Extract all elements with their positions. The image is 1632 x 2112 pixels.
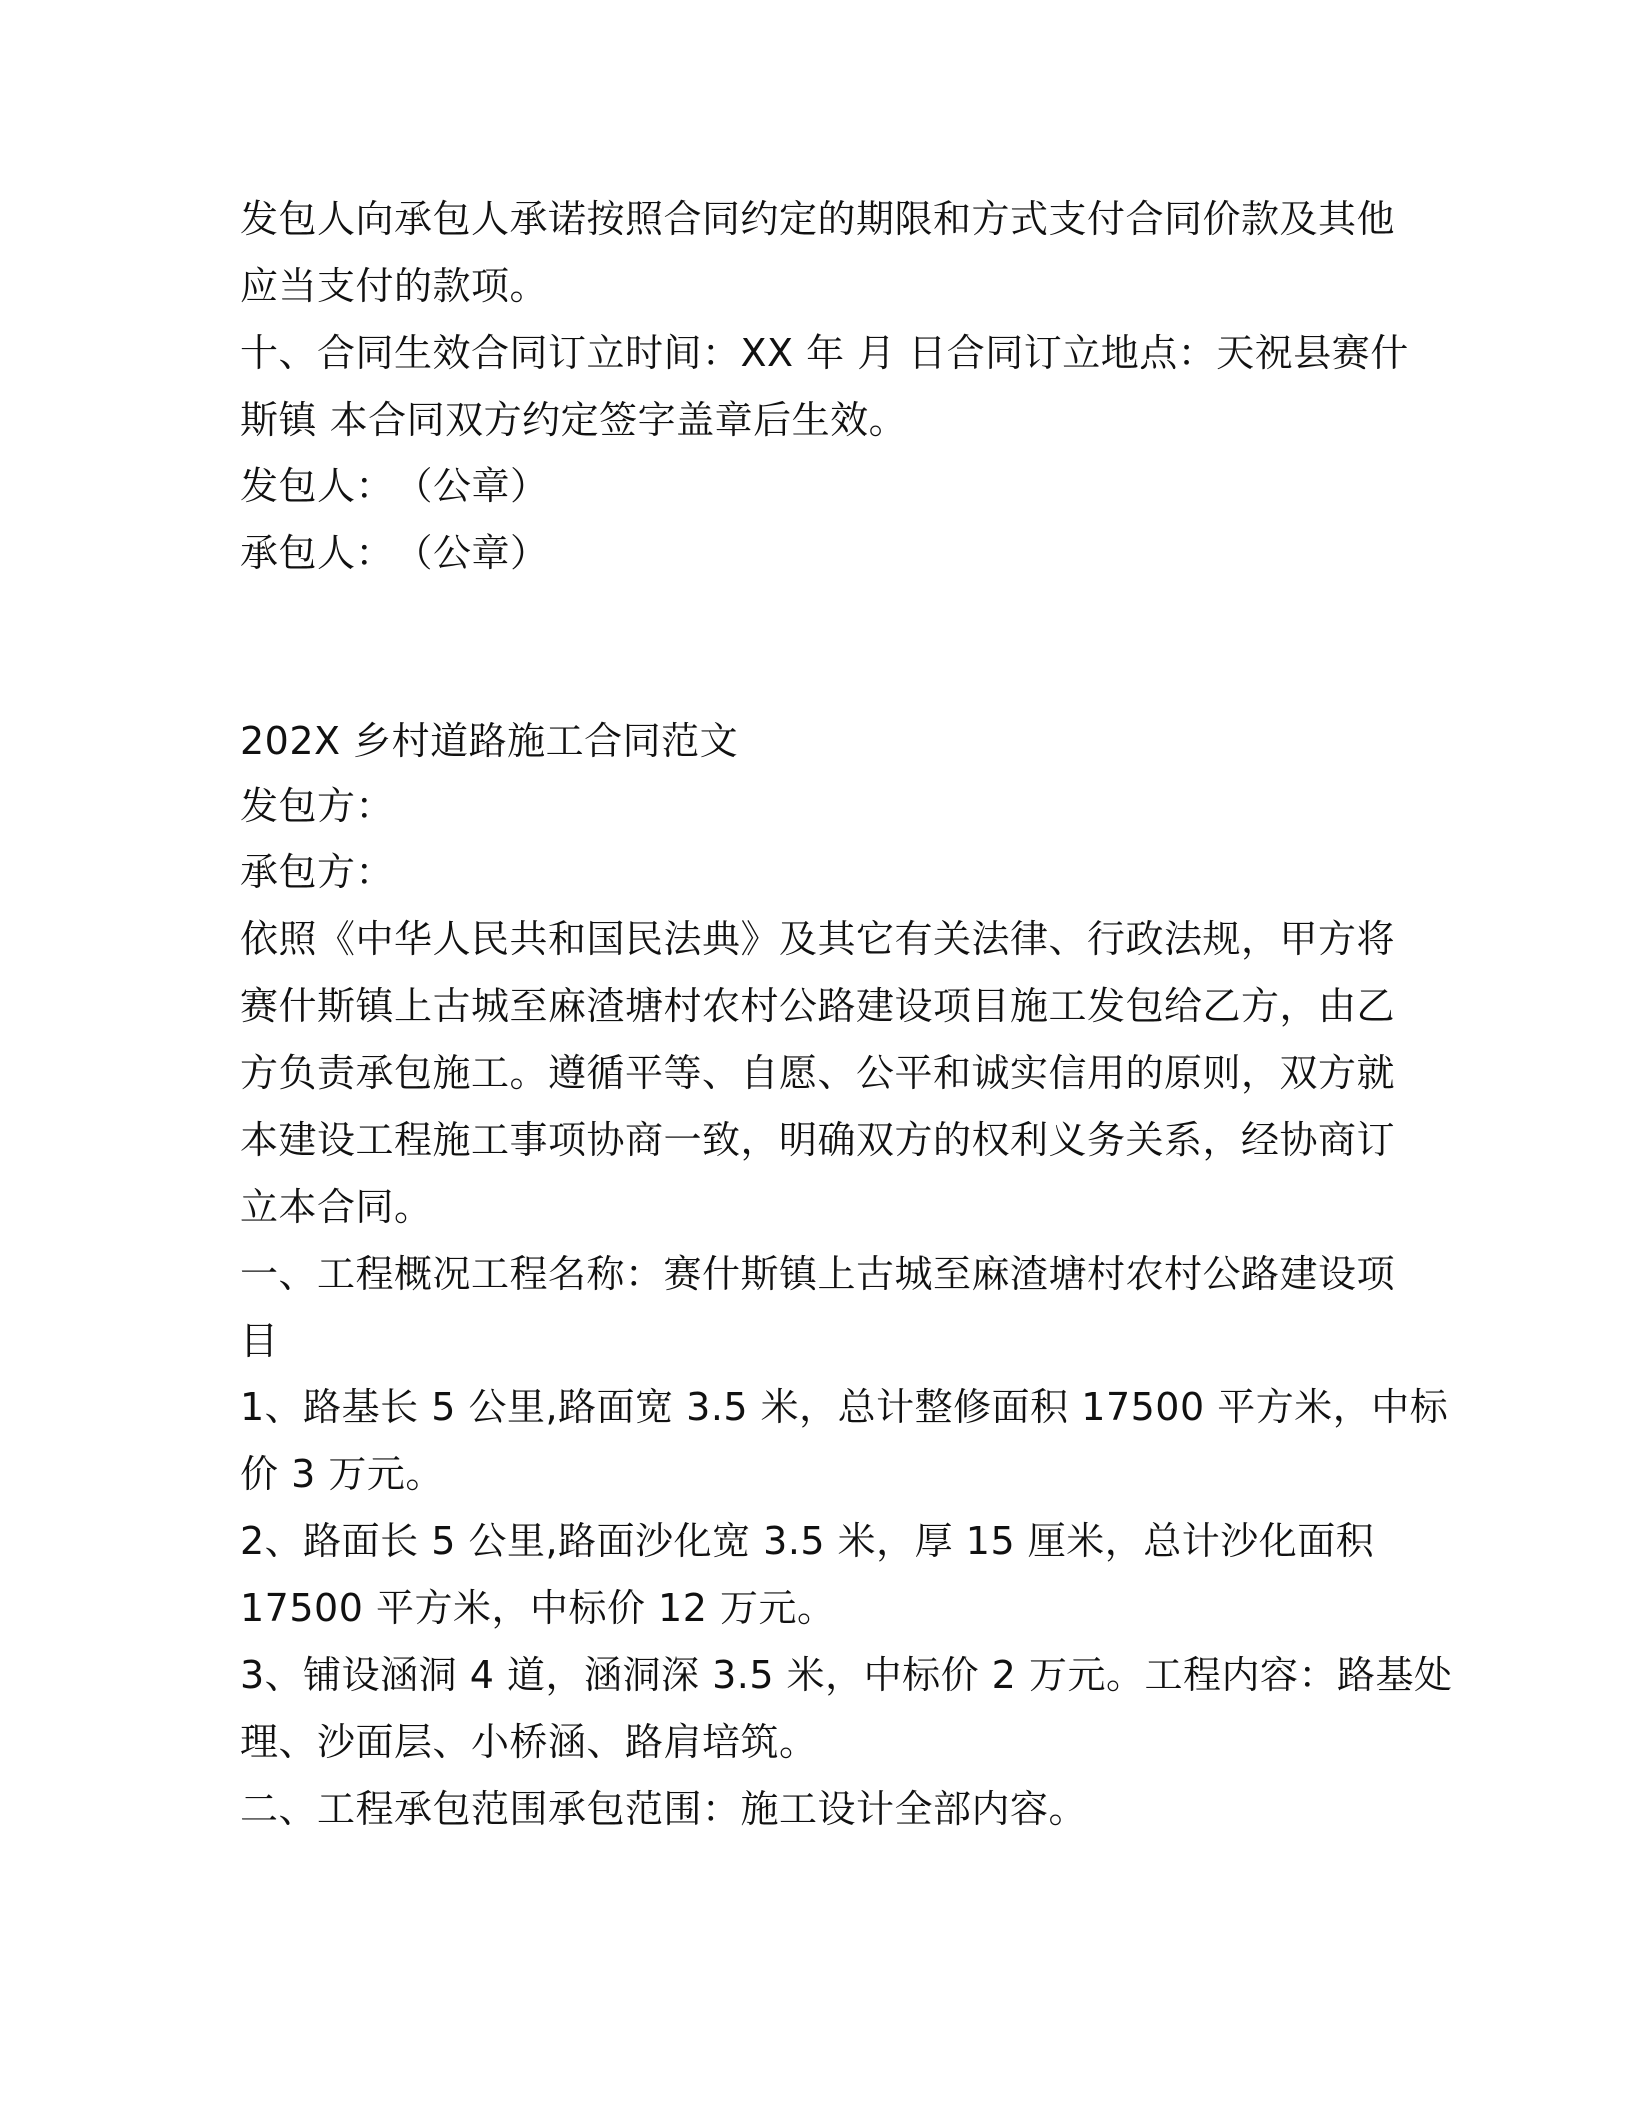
contractor-seal-line: 承包人： （公章） — [240, 531, 549, 575]
scope-line: 二、工程承包范围承包范围：施工设计全部内容。 — [240, 1787, 1088, 1831]
payment-commitment-line-2: 应当支付的款项。 — [240, 264, 549, 308]
item-3-line-2: 理、沙面层、小桥涵、路肩培筑。 — [240, 1720, 818, 1764]
item-1-line-2: 价 3 万元。 — [240, 1452, 444, 1496]
contract-title: 202X 乡村道路施工合同范文 — [240, 719, 739, 763]
intro-paragraph-line-3: 方负责承包施工。遵循平等、自愿、公平和诚实信用的原则，双方就 — [240, 1051, 1396, 1095]
payment-commitment-line-1: 发包人向承包人承诺按照合同约定的期限和方式支付合同价款及其他 — [240, 197, 1396, 241]
project-overview-line-1: 一、工程概况工程名称：赛什斯镇上古城至麻渣塘村农村公路建设项 — [240, 1252, 1396, 1296]
contract-effect-line-1: 十、合同生效合同订立时间：XX 年 月 日合同订立地点：天祝县赛什 — [240, 331, 1409, 375]
intro-paragraph-line-1: 依照《中华人民共和国民法典》及其它有关法律、行政法规，甲方将 — [240, 917, 1396, 961]
item-1-line-1: 1、路基长 5 公里,路面宽 3.5 米，总计整修面积 17500 平方米，中标 — [240, 1385, 1449, 1429]
intro-paragraph-line-2: 赛什斯镇上古城至麻渣塘村农村公路建设项目施工发包给乙方，由乙 — [240, 984, 1396, 1028]
employer-party-line: 发包方： — [240, 784, 395, 828]
employer-seal-line: 发包人： （公章） — [240, 464, 549, 508]
item-2-line-1: 2、路面长 5 公里,路面沙化宽 3.5 米，厚 15 厘米，总计沙化面积 — [240, 1519, 1375, 1563]
intro-paragraph-line-5: 立本合同。 — [240, 1185, 433, 1229]
contractor-party-line: 承包方： — [240, 850, 395, 894]
contract-effect-line-2: 斯镇 本合同双方约定签字盖章后生效。 — [240, 398, 908, 442]
item-2-line-2: 17500 平方米，中标价 12 万元。 — [240, 1586, 836, 1630]
item-3-line-1: 3、铺设涵洞 4 道，涵洞深 3.5 米，中标价 2 万元。工程内容：路基处 — [240, 1653, 1453, 1697]
intro-paragraph-line-4: 本建设工程施工事项协商一致，明确双方的权利义务关系，经协商订 — [240, 1118, 1396, 1162]
project-overview-line-2: 目 — [240, 1319, 279, 1363]
